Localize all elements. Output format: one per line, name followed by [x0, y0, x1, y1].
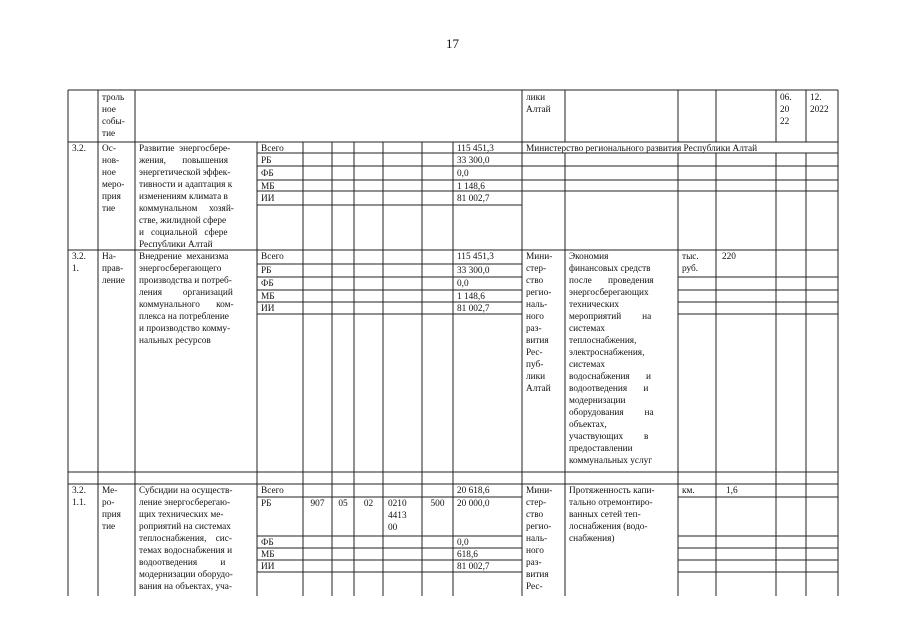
source-label: ИИ [261, 194, 275, 204]
kbk-section-code: 05 [338, 499, 348, 509]
value-cell: 220 [722, 252, 736, 262]
indicator-cell: Протяженность капи- тально отремонтиро- ванных сетей теп- лоснабжения (водо- снабжения) [569, 486, 655, 544]
source-label: МБ [261, 292, 275, 302]
amount-value: 0,0 [457, 279, 469, 289]
kbk-ministry-code: 907 [310, 499, 325, 509]
page-number: 17 [446, 36, 459, 51]
row-name: Внедрение механизма энергосберегающего производства и потреб- ления организаций коммунального ком- плекса на потребление и производство комму- нальных ресурсов [139, 252, 234, 346]
source-label: ФБ [261, 279, 274, 289]
event-type-cell: троль ное собы- тие [102, 93, 125, 139]
row-name: Субсидии на осуществ- ление энергосберегаю- щих технических ме- роприятий на системах теплоснабжения, сис- темах водоснабжения и водоотведения и модернизации оборудо- вания на объектах, уча- [139, 486, 233, 592]
row-number: 3.2. 1. [72, 252, 86, 274]
row-name: Развитие энергосбере- жения, повышения энергетической эффек- тивности и адаптация к изменениям климата в коммунальном хозяй- стве, жилидной сфере и социальной сфере Республики Алтай [139, 144, 234, 250]
amount-value: 81 002,7 [457, 304, 490, 314]
executor-cell: Мини- стер- ство регио- наль- ного раз- вития Рес- [526, 486, 553, 592]
source-label: МБ [261, 550, 275, 560]
source-label: РБ [261, 266, 272, 276]
date-start-cell: 06. 20 22 [780, 93, 792, 127]
row-type: Ос- нов- ное меро- прия тие [102, 144, 125, 214]
kbk-target-code: 0210 4413 00 [388, 499, 407, 533]
amount-value: 1 148,6 [457, 292, 485, 302]
value-cell: 1,6 [726, 486, 738, 496]
row-type: На- прав- ление [102, 252, 125, 286]
amount-value: 0,0 [457, 169, 469, 179]
amount-value: 81 002,7 [457, 194, 490, 204]
amount-value: 33 300,0 [457, 266, 490, 276]
amount-value: 115 451,3 [457, 144, 494, 154]
amount-value: 1 148,6 [457, 182, 485, 192]
amount-value: 81 002,7 [457, 562, 490, 572]
source-label: Всего [261, 486, 284, 496]
amount-value: 20 000,0 [457, 499, 490, 509]
row-number: 3.2. 1.1. [72, 486, 86, 508]
amount-value: 33 300,0 [457, 156, 490, 166]
amount-value: 20 618,6 [457, 486, 490, 496]
executor-cell: лики Алтай [526, 93, 551, 115]
amount-value: 0,0 [457, 538, 469, 548]
amount-value: 115 451,3 [457, 252, 494, 262]
source-label: МБ [261, 182, 275, 192]
source-label: ФБ [261, 169, 274, 179]
source-label: РБ [261, 156, 272, 166]
row-number: 3.2. [72, 144, 86, 154]
source-label: ИИ [261, 304, 275, 314]
source-label: ФБ [261, 538, 274, 548]
source-label: РБ [261, 499, 272, 509]
amount-value: 618,6 [457, 550, 478, 560]
source-label: Всего [261, 144, 284, 154]
indicator-cell: Экономия финансовых средств после проведения энергосберегающих технических мероприятий на системах теплоснабжения, электроснабжения, системах водоснабжения и водоотведения и модернизации оборудования на объектах, участвующих в предоставлении коммунальных услуг [569, 252, 654, 466]
executor-cell: Мини- стер- ство регио- наль- ного раз- вития Рес- пуб- лики Алтай [526, 252, 553, 394]
source-label: Всего [261, 252, 284, 262]
date-end-cell: 12. 2022 [810, 93, 829, 115]
unit-cell: км. [682, 486, 695, 496]
unit-cell: тыс. руб. [682, 252, 699, 274]
kbk-expense-type-code: 500 [430, 499, 445, 509]
kbk-subsection-code: 02 [363, 499, 374, 509]
executor-cell: Министерство регионального развития Республики Алтай [526, 144, 758, 154]
source-label: ИИ [261, 562, 275, 572]
row-type: Ме- ро- прия тие [102, 486, 121, 532]
